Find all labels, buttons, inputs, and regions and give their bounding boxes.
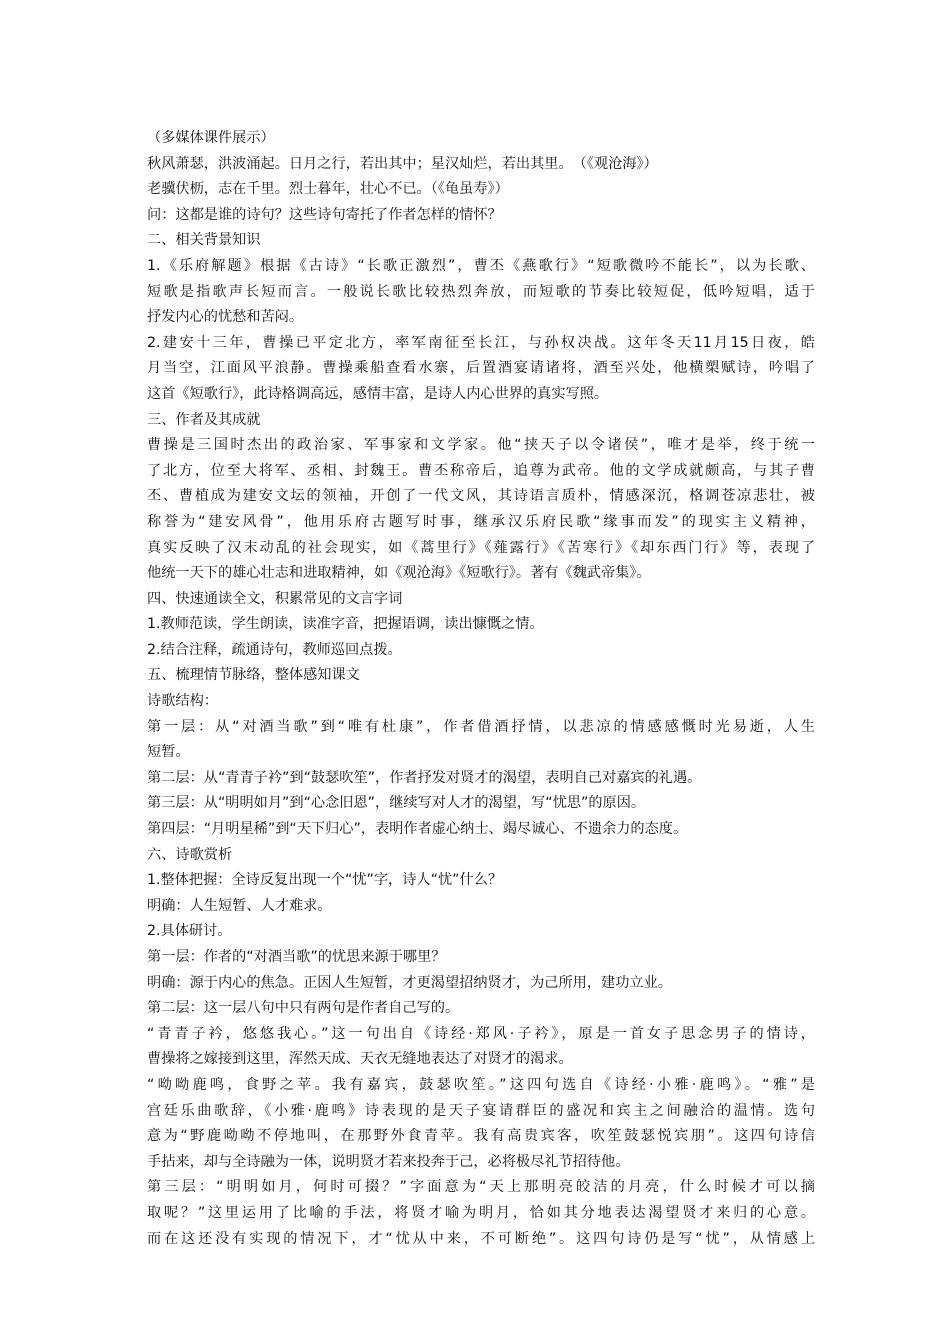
text-line: 宫廷乐曲歌辞，《小雅·鹿鸣》诗表现的是天子宴请群臣的盛况和宾主之间融洽的温情。选句 bbox=[147, 1102, 815, 1119]
text-line: 真实反映了汉末动乱的社会现实，如《蒿里行》《薤露行》《苦寒行》《却东西门行》等，表现了 bbox=[147, 539, 815, 556]
text-line: 曹操将之嫁接到这里，浑然天成、天衣无缝地表达了对贤才的渴求。 bbox=[147, 1051, 573, 1068]
text-line: 秋风萧瑟，洪波涌起。日月之行，若出其中；星汉灿烂，若出其里。 （《观沧海》） bbox=[147, 155, 658, 172]
text-line: 他统一天下的雄心壮志和进取精神，如《观沧海》《短歌行》。著有《魏武帝集》。 bbox=[147, 565, 651, 582]
text-line: 1.整体把握：全诗反复出现一个“忧”字，诗人“忧”什么？ bbox=[147, 872, 503, 889]
text-line: 老骥伏枥，志在千里。烈士暮年，壮心不已。（《龟虽寿》） bbox=[147, 181, 509, 198]
text-line: 第一层：从“对酒当歌”到“唯有杜康”，作者借酒抒情，以悲凉的情感感慨时光易逝，人生 bbox=[147, 718, 815, 735]
text-line: 二、相关背景知识 bbox=[147, 232, 261, 249]
text-line: 六、诗歌赏析 bbox=[147, 846, 233, 863]
text-line: 四、快速通读全文，积累常见的文言字词 bbox=[147, 590, 403, 607]
text-line: 月当空，江面风平浪静。曹操乘船查看水寨，后置酒宴请诸将，酒至兴处，他横槊赋诗，吟唱了 bbox=[147, 360, 815, 377]
text-line: 三、作者及其成就 bbox=[147, 411, 261, 428]
text-line: 明确：人生短暂、人才难求。 bbox=[147, 897, 332, 914]
text-line: 手拈来，却与全诗融为一体，说明贤才若来投奔于己，必将极尽礼节招待他。 bbox=[147, 1153, 630, 1170]
text-line: 丕、曹植成为建安文坛的领袖，开创了一代文风，其诗语言质朴，情感深沉，格调苍凉悲壮，被 bbox=[147, 488, 815, 505]
text-line: 取呢？”这里运用了比喻的手法，将贤才喻为明月，恰如其分地表达渴望贤才来归的心意。 bbox=[147, 1204, 815, 1221]
text-line: 而在这还没有实现的情况下，才“忧从中来，不可断绝”。这四句诗仍是写“忧”，从情感上 bbox=[147, 1230, 815, 1247]
text-line: 这首《短歌行》，此诗格调高远，感情丰富，是诗人内心世界的真实写照。 bbox=[147, 385, 609, 402]
document-body bbox=[147, 126, 815, 1252]
text-line: 问：这都是谁的诗句？这些诗句寄托了作者怎样的情怀？ bbox=[147, 206, 502, 223]
text-line: 短歌是指歌声长短而言。一般说长歌比较热烈奔放，而短歌的节奏比较短促，低吟短唱，适于 bbox=[147, 283, 815, 300]
text-line: 1.《乐府解题》根据《古诗》“长歌正激烈”，曹丕《燕歌行》“短歌微吟不能长”，以为长歌、 bbox=[147, 257, 815, 274]
text-line: 第三层：从“明明如月”到“心念旧恩”，继续写对人才的渴望，写“忧思”的原因。 bbox=[147, 795, 646, 812]
text-line: 抒发内心的忧愁和苦闷。 bbox=[147, 309, 304, 326]
text-line: 称誉为“建安风骨”，他用乐府古题写时事，继承汉乐府民歌“缘事而发”的现实主义精神， bbox=[147, 513, 815, 530]
text-line: 第三层：“明明如月，何时可掇？”字面意为“天上那明亮皎洁的月亮，什么时候才可以摘 bbox=[147, 1179, 815, 1196]
text-line: 第一层：作者的“对酒当歌”的忧思来源于哪里？ bbox=[147, 949, 446, 965]
text-line: 第二层：这一层八句中只有两句是作者自己写的。 bbox=[147, 1000, 460, 1017]
text-line: 明确：源于内心的焦急。正因人生短暂，才更渴望招纳贤才，为己所用，建功立业。 bbox=[147, 974, 672, 991]
text-line: 了北方，位至大将军、丞相、封魏王。曹丕称帝后，追尊为武帝。他的文学成就颇高，与其子曹 bbox=[147, 462, 815, 479]
text-line: （多媒体课件展示） bbox=[147, 130, 275, 146]
text-line: 第二层：从“青青子衿”到“鼓瑟吹笙”，作者抒发对贤才的渴望，表明自己对嘉宾的礼遇。 bbox=[147, 769, 702, 786]
text-line: 2.具体研讨。 bbox=[147, 923, 232, 940]
text-line: 意为“野鹿呦呦不停地叫，在那野外食青苹。我有高贵宾客，吹笙鼓瑟悦宾朋”。这四句诗信 bbox=[147, 1128, 815, 1145]
text-line: 诗歌结构： bbox=[147, 693, 218, 710]
text-line: 1.教师范读，学生朗读，读准字音，把握语调，读出慷慨之情。 bbox=[147, 616, 544, 633]
text-line: 曹操是三国时杰出的政治家、军事家和文学家。他“挟天子以令诸侯”，唯才是举，终于统一 bbox=[147, 437, 815, 454]
text-line: 五、梳理情节脉络，整体感知课文 bbox=[147, 667, 360, 684]
text-line: 2.结合注释，疏通诗句，教师巡回点拨。 bbox=[147, 641, 402, 658]
text-line: 2.建安十三年，曹操已平定北方，率军南征至长江，与孙权决战。这年冬天11月15日夜，皓 bbox=[147, 334, 815, 351]
text-line: 第四层：“月明星稀”到“天下归心”，表明作者虚心纳士、竭尽诚心、不遗余力的态度。 bbox=[147, 821, 688, 838]
text-line: “青青子衿，悠悠我心。”这一句出自《诗经·郑风·子衿》，原是一首女子思念男子的情诗， bbox=[147, 1025, 815, 1042]
text-line: 短暂。 bbox=[147, 744, 190, 761]
text-line: “呦呦鹿鸣，食野之苹。我有嘉宾，鼓瑟吹笙。”这四句选自《诗经·小雅·鹿鸣》。“雅”是 bbox=[147, 1076, 815, 1093]
